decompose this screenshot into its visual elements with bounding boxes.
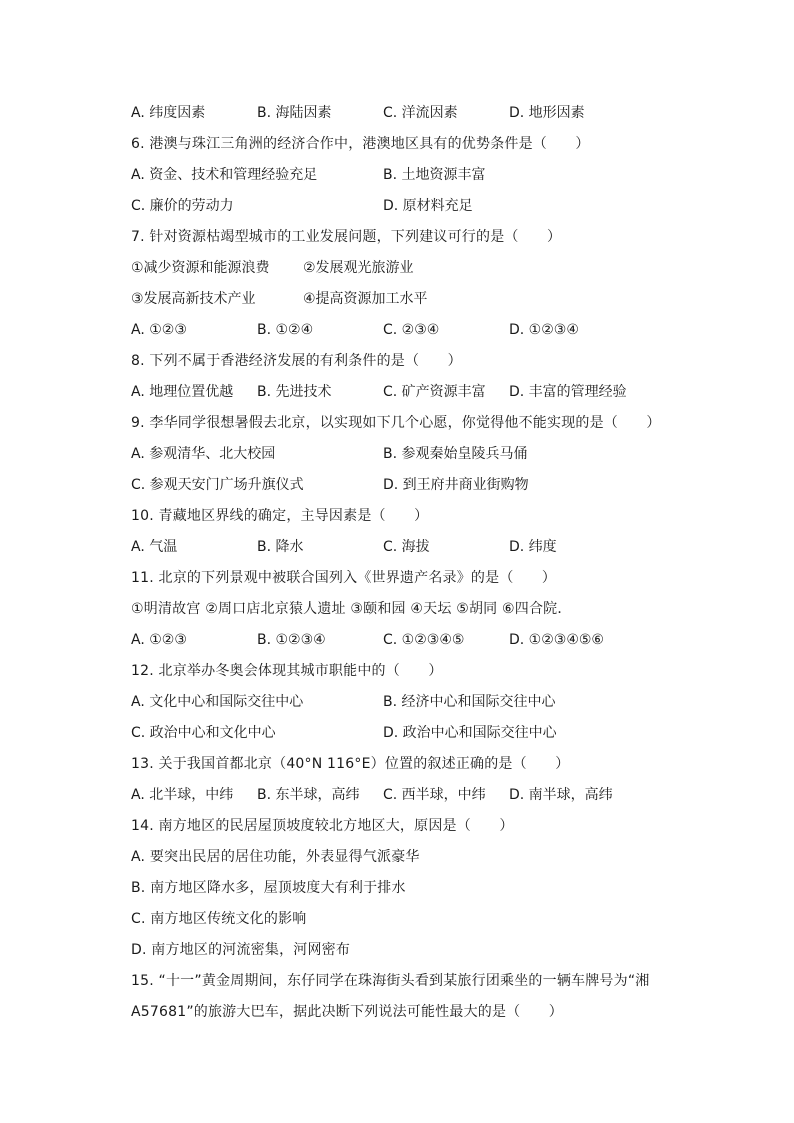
question-text: 13. 关于我国首都北京（40°N 116°E）位置的叙述正确的是（ ） — [131, 756, 570, 772]
question-text: C. 南方地区传统文化的影响 — [131, 911, 307, 927]
option-b: D. 到王府井商业街购物 — [383, 477, 529, 493]
option-d: D. 地形因素 — [509, 105, 585, 121]
question-text: A. 要突出民居的居住功能，外表显得气派豪华 — [131, 849, 420, 865]
option-a: ①减少资源和能源浪费 — [131, 260, 270, 276]
question-text: 6. 港澳与珠江三角洲的经济合作中，港澳地区具有的优势条件是（ ） — [131, 136, 590, 152]
option-a: C. 廉价的劳动力 — [131, 198, 234, 214]
option-a: A. 地理位置优越 — [131, 384, 234, 400]
question-text: D. 南方地区的河流密集，河网密布 — [131, 942, 351, 958]
option-d: D. 纬度 — [509, 539, 557, 555]
option-c: C. 海拔 — [383, 539, 430, 555]
question-text: 8. 下列不属于香港经济发展的有利条件的是（ ） — [131, 353, 462, 369]
option-a: A. 纬度因素 — [131, 105, 206, 121]
option-c: C. 洋流因素 — [383, 105, 458, 121]
question-text: 15. “十一”黄金周期间，东仔同学在珠海街头看到某旅行团乘坐的一辆车牌号为“湘 — [131, 973, 650, 989]
option-d: D. 丰富的管理经验 — [509, 384, 627, 400]
question-text: 7. 针对资源枯竭型城市的工业发展问题，下列建议可行的是（ ） — [131, 229, 562, 245]
option-b: D. 政治中心和国际交往中心 — [383, 725, 557, 741]
option-b: ④提高资源加工水平 — [303, 291, 428, 307]
option-a: ③发展高新技术产业 — [131, 291, 256, 307]
question-text: ①明清故宫 ②周口店北京猿人遗址 ③颐和园 ④天坛 ⑤胡同 ⑥四合院． — [131, 601, 572, 617]
option-b: B. ①②③④ — [257, 632, 326, 648]
option-d: D. ①②③④⑤⑥ — [509, 632, 604, 648]
option-b: B. 土地资源丰富 — [383, 167, 486, 183]
option-d: D. 南半球，高纬 — [509, 787, 613, 803]
option-b: B. 先进技术 — [257, 384, 332, 400]
option-a: C. 政治中心和文化中心 — [131, 725, 276, 741]
question-text: 14. 南方地区的民居屋顶坡度较北方地区大，原因是（ ） — [131, 818, 514, 834]
option-c: C. ②③④ — [383, 322, 440, 338]
option-b: B. 海陆因素 — [257, 105, 332, 121]
option-a: A. 北半球，中纬 — [131, 787, 234, 803]
option-a: A. 文化中心和国际交往中心 — [131, 694, 304, 710]
option-b: D. 原材料充足 — [383, 198, 473, 214]
option-c: C. 西半球，中纬 — [383, 787, 486, 803]
option-c: C. 矿产资源丰富 — [383, 384, 486, 400]
question-text: 11. 北京的下列景观中被联合国列入《世界遗产名录》的是（ ） — [131, 570, 557, 586]
option-a: A. 参观清华、北大校园 — [131, 446, 276, 462]
option-a: A. ①②③ — [131, 632, 187, 648]
option-c: C. ①②③④⑤ — [383, 632, 465, 648]
question-text: 10. 青藏地区界线的确定，主导因素是（ ） — [131, 508, 429, 524]
question-text: 12. 北京举办冬奥会体现其城市职能中的（ ） — [131, 663, 443, 679]
option-b: B. ①②④ — [257, 322, 314, 338]
question-text: A57681”的旅游大巴车，据此决断下列说法可能性最大的是（ ） — [131, 1004, 563, 1020]
option-b: B. 参观秦始皇陵兵马俑 — [383, 446, 528, 462]
option-d: D. ①②③④ — [509, 322, 579, 338]
option-b: B. 降水 — [257, 539, 304, 555]
option-b: ②发展观光旅游业 — [303, 260, 414, 276]
question-text: B. 南方地区降水多，屋顶坡度大有利于排水 — [131, 880, 406, 896]
option-b: B. 经济中心和国际交往中心 — [383, 694, 556, 710]
option-a: A. ①②③ — [131, 322, 187, 338]
option-a: A. 气温 — [131, 539, 178, 555]
option-b: B. 东半球，高纬 — [257, 787, 360, 803]
option-a: C. 参观天安门广场升旗仪式 — [131, 477, 304, 493]
question-text: 9. 李华同学很想暑假去北京，以实现如下几个心愿，你觉得他不能实现的是（ ） — [131, 415, 661, 431]
option-a: A. 资金、技术和管理经验充足 — [131, 167, 318, 183]
